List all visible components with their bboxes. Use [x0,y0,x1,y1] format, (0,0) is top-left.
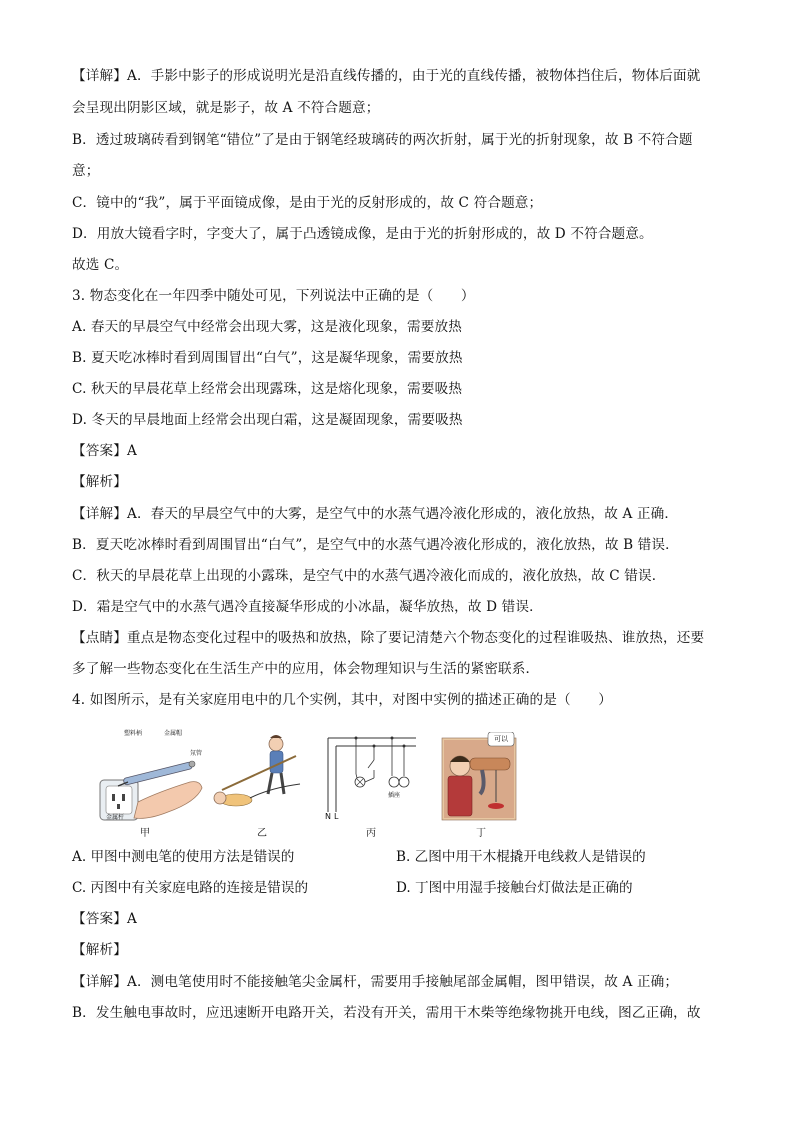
text-line: 【详解】A．测电笔使用时不能接触笔尖金属杆，需要用手接触尾部金属帽，图甲错误，故 A 正确； [72,974,679,990]
figure-yi [210,732,310,842]
label-socket: 插座 [388,792,401,799]
q3-option-d: D. 冬天的早晨地面上经常会出现白霜，这是凝固现象，需要吸热 [72,412,463,428]
text-line: D．霜是空气中的水蒸气遇冷直接凝华形成的小冰晶，凝华放热，故 D 错误． [72,599,543,615]
caption-bing: 丙 [366,828,376,839]
text-line: C．秋天的早晨花草上出现的小露珠，是空气中的水蒸气遇冷液化而成的，液化放热，故 C 错误． [72,568,666,584]
caption-ding: 丁 [476,828,486,839]
label-metal-rod: 金属杆 [106,814,125,821]
figure-bing [322,732,422,842]
caption-jia: 甲 [140,828,150,839]
rescue-illustration [210,732,310,822]
q4-option-d: D. 丁图中用湿手接触台灯做法是正确的 [396,880,633,896]
question-4-stem: 4. 如图所示，是有关家庭用电中的几个实例，其中，对图中实例的描述正确的是（ ） [72,692,613,708]
analysis-label: 【解析】 [72,942,127,958]
label-l: L [334,812,339,821]
text-line: B．透过玻璃砖看到钢笔“错位”了是由于钢笔经玻璃砖的两次折射，属于光的折射现象，故 B 不符合题 [72,132,693,148]
question-3-stem: 3. 物态变化在一年四季中随处可见，下列说法中正确的是（ ） [72,288,475,304]
text-line: 多了解一些物态变化在生活生产中的应用，体会物理知识与生活的紧密联系． [72,661,540,677]
answer-label: 【答案】A [72,443,137,459]
q3-option-c: C. 秋天的早晨花草上经常会出现露珠，这是熔化现象，需要吸热 [72,381,463,397]
label-neon-tube: 氖管 [190,750,203,757]
text-line: 故选 C。 [72,257,129,273]
q3-option-a: A. 春天的早晨空气中经常会出现大雾，这是液化现象，需要放热 [72,319,462,335]
answer-label: 【答案】A [72,911,137,927]
text-line: 【点睛】重点是物态变化过程中的吸热和放热，除了要记清楚六个物态变化的过程谁吸热、谁放热，还要 [72,630,705,646]
wet-hand-illustration [440,732,520,822]
q4-option-b: B. 乙图中用干木棍撬开电线救人是错误的 [396,849,646,865]
figure-jia [98,732,208,842]
circuit-diagram [322,732,422,820]
caption-yi: 乙 [257,828,267,839]
text-line: 【详解】A．手影中影子的形成说明光是沿直线传播的，由于光的直线传播，被物体挡住后，物体后面就 [72,68,701,84]
text-line: 意； [72,163,100,179]
speech-bubble-text: 可以 [494,735,508,743]
text-line: 【详解】A．春天的早晨空气中的大雾，是空气中的水蒸气遇冷液化形成的，液化放热，故 A 正确． [72,506,679,522]
label-metal-cap: 金属帽 [164,730,183,737]
label-n: N [325,812,331,821]
analysis-label: 【解析】 [72,474,127,490]
q3-option-b: B. 夏天吃冰棒时看到周围冒出“白气”，这是凝华现象，需要放热 [72,350,463,366]
label-plastic-handle: 塑料柄 [124,730,143,737]
text-line: B．夏天吃冰棒时看到周围冒出“白气”，是空气中的水蒸气遇冷液化形成的，液化放热，故 B 错误． [72,537,679,553]
q4-option-c: C. 丙图中有关家庭电路的连接是错误的 [72,880,309,896]
text-line: D．用放大镜看字时，字变大了，属于凸透镜成像，是由于光的折射形成的，故 D 不符合题意。 [72,226,653,242]
text-line: 会呈现出阴影区域，就是影子，故 A 不符合题意； [72,100,380,116]
q4-option-a: A. 甲图中测电笔的使用方法是错误的 [72,849,295,865]
text-line: C．镜中的“我”，属于平面镜成像，是由于光的反射形成的，故 C 符合题意； [72,195,543,211]
figure-ding [440,732,520,842]
text-line: B．发生触电事故时，应迅速断开电路开关，若没有开关，需用干木柴等绝缘物挑开电线，图乙正确，故 [72,1005,701,1021]
